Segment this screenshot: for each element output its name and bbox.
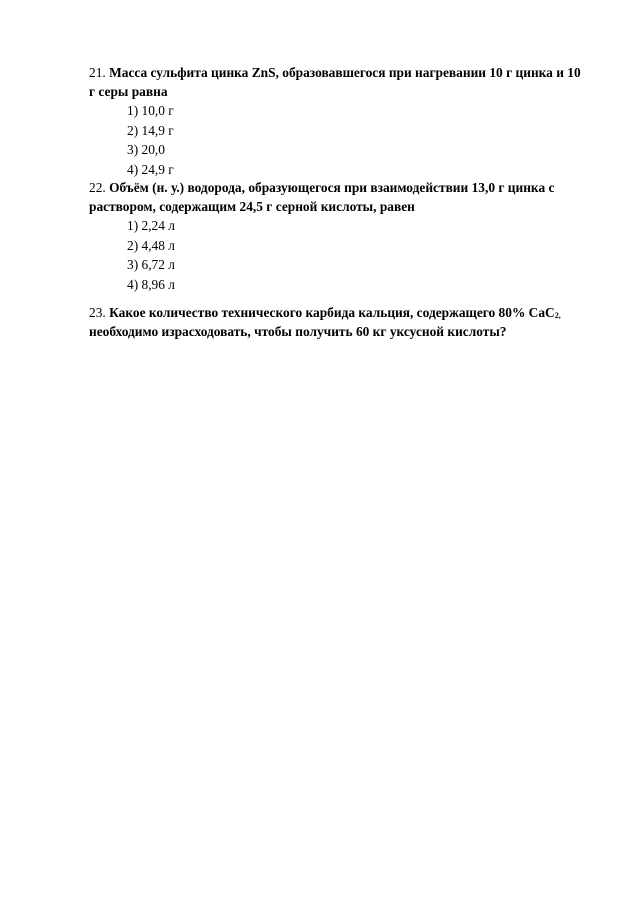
option-item: 3) 6,72 л	[127, 257, 175, 272]
option-item: 4) 24,9 г	[127, 161, 174, 177]
question-21-text: Масса сульфита цинка ZnS, образовавшегося при нагревании 10 г цинка и 10 г серы равна	[89, 65, 581, 99]
option-item: 4) 8,96 л	[127, 276, 175, 292]
question-21	[89, 63, 589, 179]
question-22-options	[89, 216, 589, 294]
question-23-number: 23.	[89, 305, 106, 320]
question-22-stem	[89, 178, 589, 216]
option-item: 2) 14,9 г	[127, 122, 174, 138]
option-item: 1) 2,24 л	[127, 218, 175, 233]
question-21-options	[89, 101, 589, 179]
question-23-text-after: необходимо израсходовать, чтобы получить 60 кг уксусной кислоты?	[89, 324, 507, 339]
question-23-stem	[89, 303, 589, 341]
question-22-number: 22.	[89, 180, 106, 195]
option-item: 2) 4,48 л	[127, 237, 175, 253]
question-22	[89, 178, 589, 294]
question-22-text: Объём (н. у.) водорода, образующегося при взаимодействии 13,0 г цинка с раствором, содержащим 24,5 г серной кислоты, равен	[89, 180, 555, 214]
option-item: 1) 10,0 г	[127, 103, 174, 118]
option-item: 3) 20,0	[127, 142, 165, 157]
question-23-subscript: 2,	[554, 311, 561, 320]
question-23	[89, 303, 589, 341]
question-23-text-before: Какое количество технического карбида кальция, содержащего 80% CaC	[109, 305, 555, 320]
question-21-stem	[89, 63, 589, 101]
question-21-number: 21.	[89, 65, 106, 80]
